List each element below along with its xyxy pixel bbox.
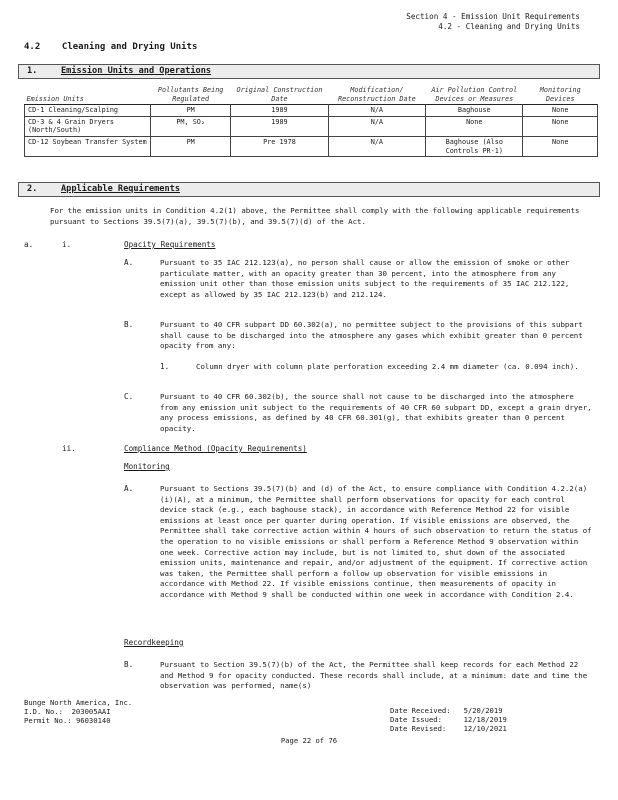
item-i-label: i. bbox=[62, 240, 72, 249]
item-C-text: Pursuant to 40 CFR 60.302(b), the source shall not cause to be discharged into the atmosphere from any emission unit subject to the requirements of 40 CFR 60 subpart DD, except a grain dryer, any process emissions, as defined by 40 CFR 60.301(g), that exhibits greater than 0 percent opacity. bbox=[160, 392, 592, 433]
item-A-label: A. bbox=[124, 258, 134, 267]
item-B1-label: 1. bbox=[160, 362, 170, 371]
revised-label: Date Revised: bbox=[390, 724, 447, 733]
recordkeeping-B-text: Pursuant to Section 39.5(7)(b) of the Act, the Permittee shall keep records for each Method 22 and Method 9 for opacity conducted. These records shall include, at a minimum: date and time the observation was performed, name(s) bbox=[160, 660, 588, 691]
table-cell: Baghouse bbox=[426, 105, 523, 117]
date-issued bbox=[390, 715, 507, 724]
table-cell: PM bbox=[151, 105, 231, 117]
table-cell: N/A bbox=[328, 116, 425, 136]
part-2-number: 2. bbox=[27, 184, 38, 194]
id-value: 203005AAI bbox=[71, 707, 111, 716]
id-label: I.D. No.: bbox=[24, 707, 63, 716]
part-1-heading-bar bbox=[18, 64, 600, 79]
monitoring-heading: Monitoring bbox=[124, 462, 170, 471]
monitoring-A-text: Pursuant to Sections 39.5(7)(b) and (d) of the Act, to ensure compliance with Condition 4.2.2(a)(i)(A), at a minimum, the Permittee shall perform observations for opacity for each control device stack (e.g., each baghouse stack), in accordance with Reference Method 22 for visible emissions at least once per quarter during operation. If visible emissions are observed, the Permittee shall take corrective action within 4 hours of such observation to return the status of the operation to no visible emissions or shall perform a Reference Method 9 observation within one week. Corrective action may include, but is not limited to, shut down of the associated emission units, maintenance and repair, and/or adjustment of the equipment. If corrective action was taken, the Permittee shall perform a follow up observation for visible emissions in accordance with Method 22. If visible emissions continue, then measurements of opacity in accordance with Method 9 shall be conducted within one week in accordance with Condition 2.4. bbox=[160, 484, 592, 599]
running-header bbox=[406, 12, 580, 32]
part-2-heading-bar bbox=[18, 182, 600, 197]
item-B1-text: Column dryer with column plate perforation exceeding 2.4 mm diameter (ca. 0.094 inch). bbox=[196, 362, 579, 371]
table-cell: CD-12 Soybean Transfer System bbox=[25, 136, 151, 156]
part-2-title: Applicable Requirements bbox=[61, 184, 180, 194]
table-cell: None bbox=[523, 136, 598, 156]
table-header-cell: Emission Units bbox=[26, 94, 84, 103]
item-ii-label: ii. bbox=[62, 444, 76, 453]
footer-left bbox=[24, 698, 132, 725]
permit-number bbox=[24, 716, 132, 725]
date-revised bbox=[390, 724, 507, 733]
issued-label: Date Issued: bbox=[390, 715, 442, 724]
compliance-method-heading: Compliance Method (Opacity Requirements) bbox=[124, 444, 307, 453]
page-number: Page 22 of 76 bbox=[280, 736, 338, 745]
received-label: Date Received: bbox=[390, 706, 451, 715]
item-A-text: Pursuant to 35 IAC 212.123(a), no person shall cause or allow the emission of smoke or other particulate matter, with an opacity greater than 30 percent, into the atmosphere from any emission unit other than those emission units subject to the requirements of 35 IAC 212.122, except as allowed by 35 IAC 212.123(b) and 212.124. bbox=[160, 258, 570, 299]
table-cell: 1989 bbox=[231, 116, 328, 136]
facility-id bbox=[24, 707, 132, 716]
recordkeeping-heading: Recordkeeping bbox=[124, 638, 184, 647]
table-cell: PM, SO₂ bbox=[151, 116, 231, 136]
header-line-1: Section 4 - Emission Unit Requirements bbox=[406, 12, 580, 21]
emission-units-table bbox=[24, 86, 598, 157]
intro-paragraph: For the emission units in Condition 4.2(1) above, the Permittee shall comply with the following applicable requirements pursuant to Sections 39.5(7)(a), 39.5(7)(b), and 39.5(7)(d) of the Act. bbox=[50, 206, 580, 226]
opacity-requirements-heading: Opacity Requirements bbox=[124, 240, 216, 249]
item-C-label: C. bbox=[124, 392, 134, 401]
table-cell: Pre 1978 bbox=[231, 136, 328, 156]
revised-value: 12/10/2021 bbox=[463, 724, 507, 733]
table-row bbox=[25, 105, 598, 117]
table-cell: N/A bbox=[328, 105, 425, 117]
footer-right bbox=[390, 706, 507, 733]
table-header-cell: Modification/ Reconstruction Date bbox=[338, 86, 416, 103]
table-cell: Baghouse (Also Controls PR-1) bbox=[426, 136, 523, 156]
company-name: Bunge North America, Inc. bbox=[24, 698, 133, 707]
table-header-cell: Original Construction Date bbox=[236, 86, 323, 103]
item-a-label: a. bbox=[24, 240, 34, 249]
item-B-label: B. bbox=[124, 320, 134, 329]
permit-label: Permit No.: bbox=[24, 716, 72, 725]
table-cell: PM bbox=[151, 136, 231, 156]
table-cell: None bbox=[523, 105, 598, 117]
table-header-cell: Pollutants Being Regulated bbox=[157, 86, 224, 103]
table-cell: None bbox=[523, 116, 598, 136]
part-1-title: Emission Units and Operations bbox=[61, 66, 212, 76]
table-cell: None bbox=[426, 116, 523, 136]
permit-value: 96030140 bbox=[75, 716, 111, 725]
table-header-row bbox=[25, 86, 598, 105]
section-title: 4.2 Cleaning and Drying Units bbox=[24, 42, 198, 52]
table-cell: CD-1 Cleaning/Scalping bbox=[25, 105, 151, 117]
recordkeeping-B-label: B. bbox=[124, 660, 134, 669]
issued-value: 12/18/2019 bbox=[463, 715, 507, 724]
table-header-cell: Monitoring Devices bbox=[539, 86, 581, 103]
received-value: 5/20/2019 bbox=[463, 706, 503, 715]
monitoring-A-label: A. bbox=[124, 484, 134, 493]
table-row bbox=[25, 116, 598, 136]
date-received bbox=[390, 706, 507, 715]
item-B-text: Pursuant to 40 CFR subpart DD 60.302(a), no permittee subject to the provisions of this subpart shall cause to be discharged into the atmosphere any gases which exhibit greater than 0 percent opacity from any: bbox=[160, 320, 583, 351]
header-line-2: 4.2 - Cleaning and Drying Units bbox=[438, 22, 580, 31]
part-1-number: 1. bbox=[27, 66, 38, 76]
table-cell: N/A bbox=[328, 136, 425, 156]
table-cell: CD-3 & 4 Grain Dryers (North/South) bbox=[25, 116, 151, 136]
table-header-cell: Air Pollution Control Devices or Measures bbox=[431, 86, 518, 103]
table-cell: 1989 bbox=[231, 105, 328, 117]
table-row bbox=[25, 136, 598, 156]
